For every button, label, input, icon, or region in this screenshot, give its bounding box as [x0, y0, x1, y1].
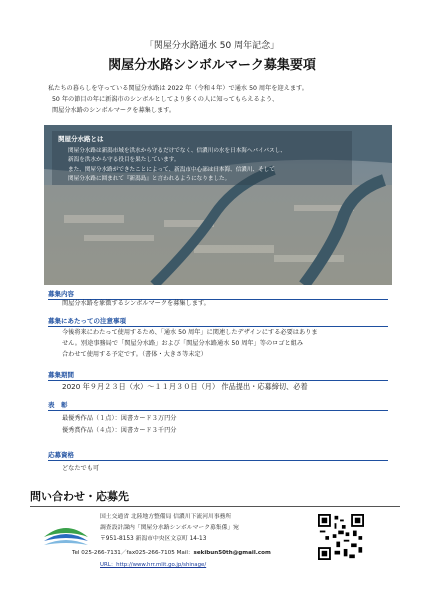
section-text-notes: 今後将来にわたって使用するため、「通水 50 周年」に関連したデザインにする必要はありま	[62, 329, 318, 336]
contact-mail-link[interactable]: sekibun50th@gmail.com	[193, 550, 271, 556]
photo-caption-heading: 関屋分水路とは	[58, 135, 104, 143]
photo-caption	[58, 135, 338, 185]
intro-line: 私たちの暮らしを守っている関屋分水路は 2022 年（令和４年）で通水 50 周年を迎えます。	[48, 85, 308, 92]
application-period: 2020 年９月２３日（水）～１１月３０日（月） 作品提出・応募締切、必着	[62, 382, 308, 391]
section-heading-eligibility: 応募資格	[48, 450, 388, 461]
section-text-notes: 合わせて使用する予定です。（書体・大きさ等未定）	[62, 351, 207, 358]
contact-address: 〒951-8153 新潟市中央区文京町 14-13	[100, 536, 207, 542]
mlit-logo-icon	[40, 515, 92, 551]
section-text-notes: せん。別途事務局で「関屋分水路」および「関屋分水路通水 50 周年」等のロゴと組み	[62, 340, 304, 347]
eligibility-text: どなたでも可	[62, 465, 100, 472]
contact-tel-text: Tel 025-266-7131／fax025-266-7105 Mail：	[72, 550, 194, 556]
section-text-content: 関屋分水路を象徴するシンボルマークを募集します。	[62, 300, 210, 307]
section-heading-content: 募集内容	[48, 289, 388, 300]
photo-caption-line: 関屋分水路は新潟市域を洪水から守るだけでなく、信濃川の水を日本海へバイパスし、	[68, 147, 286, 154]
section-heading-awards: 表 彰	[48, 400, 388, 411]
contact-dept: 調査設計課内「関屋分水路シンボルマーク募集係」宛	[100, 525, 239, 531]
photo-caption-line: 新潟を洪水から守る役目を果たしています。	[68, 157, 180, 163]
event-subtitle: 「関屋分水路通水 50 周年記念」	[144, 41, 280, 51]
contact-tel	[72, 548, 271, 556]
photo-caption-line: また、関屋分水路ができたことによって、新潟市中心部は日本海、信濃川、そして	[68, 166, 275, 173]
contact-title: 問い合わせ・応募先	[30, 488, 400, 507]
section-heading-period: 募集期間	[48, 370, 388, 381]
aerial-photo	[44, 125, 392, 285]
contact-org: 国土交通省 北陸地方整備局 信濃川下流河川事務所	[100, 514, 232, 520]
award-item: 優秀賞作品（４点）：図書カード３千円分	[62, 427, 177, 434]
award-item: 最優秀作品（１点）：図書カード３万円分	[62, 415, 177, 422]
intro-line: 関屋分水路のシンボルマークを募集します。	[52, 107, 176, 114]
section-heading-notes: 募集にあたっての注意事項	[48, 316, 388, 327]
photo-caption-line: 関屋分水路に囲まれて『新潟島』と言われるようになりました。	[68, 176, 231, 182]
contact-url-link[interactable]: URL：http://www.hrr.mlit.go.jp/shinage/	[100, 562, 207, 568]
page-title: 関屋分水路シンボルマーク募集要項	[108, 58, 316, 73]
intro-line: 50 年の節目の年に新潟市のシンボルとしてより多くの人に知ってもらえるよう、	[52, 96, 279, 103]
qr-code-icon[interactable]	[318, 514, 364, 560]
